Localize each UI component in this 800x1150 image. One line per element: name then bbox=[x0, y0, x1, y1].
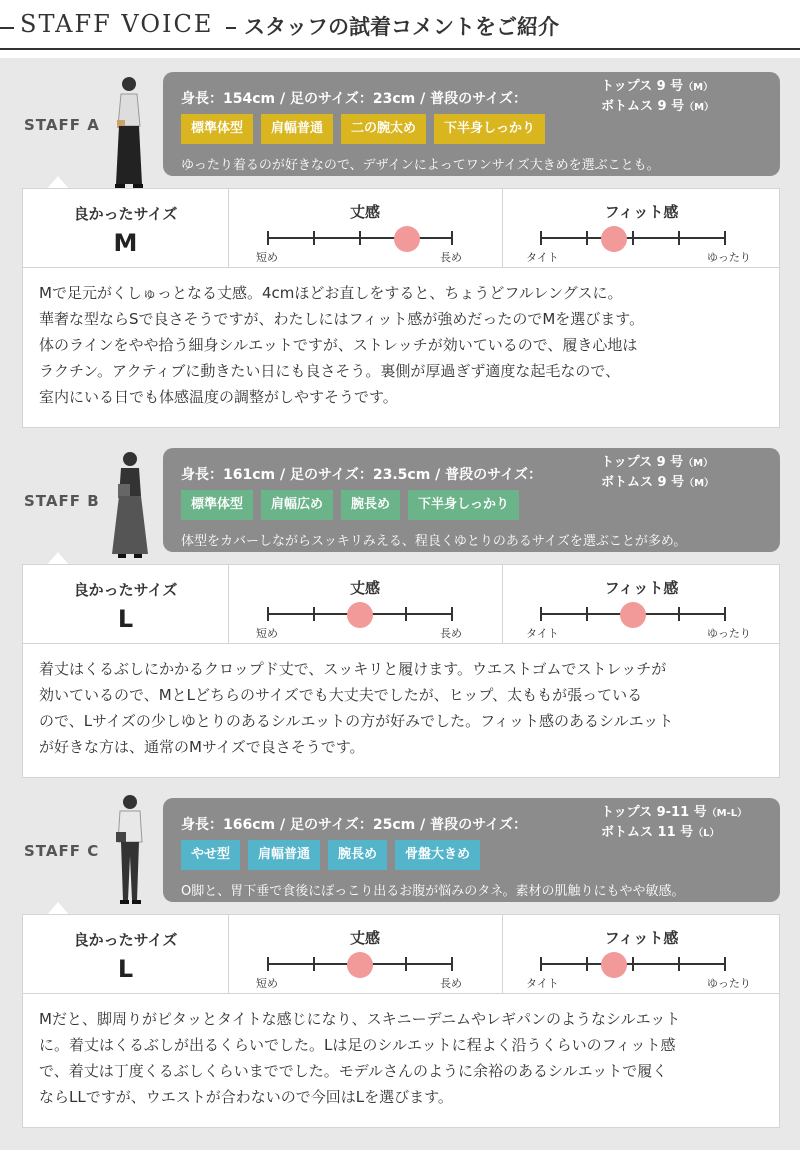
staff-a-label: STAFF A bbox=[24, 116, 100, 134]
scale-tick bbox=[267, 231, 269, 245]
scale-long-label: 長め bbox=[440, 977, 462, 990]
comment-line: 体のラインをやや拾う細身シルエットですが、ストレッチが効いているので、履き心地は bbox=[39, 336, 638, 354]
staff-a-profile bbox=[163, 72, 780, 176]
body-tag: 二の腕太め bbox=[341, 114, 426, 144]
scale-tick bbox=[540, 957, 542, 971]
length-title: 丈感 bbox=[349, 579, 380, 597]
staff-c-comment bbox=[22, 994, 780, 1128]
staff-c-tops-size: トップス 9-11 号 bbox=[601, 805, 707, 820]
body-tag: 腕長め bbox=[328, 840, 387, 870]
scale-long-label: 長め bbox=[440, 627, 462, 640]
scale-tick bbox=[267, 957, 269, 971]
comment-line: ので、Lサイズの少しゆとりのあるシルエットの方が好みでした。フィット感のあるシルエット bbox=[39, 712, 674, 730]
staff-a-usual-sizes bbox=[601, 77, 714, 117]
scale-marker bbox=[601, 226, 627, 252]
scale-tick bbox=[632, 957, 634, 971]
staff-b-bottoms-unit: （M） bbox=[684, 478, 715, 489]
body-tag: 標準体型 bbox=[181, 490, 253, 520]
comment-line: 効いているので、MとLどちらのサイズでも大丈夫でしたが、ヒップ、太ももが張っている bbox=[39, 686, 643, 704]
staff-b-usual-sizes bbox=[601, 453, 714, 493]
scale-marker bbox=[347, 602, 373, 628]
staff-b-label: STAFF B bbox=[24, 492, 100, 510]
body-tag: 肩幅普通 bbox=[248, 840, 320, 870]
scale-tick bbox=[267, 607, 269, 621]
staff-b-body-tags bbox=[181, 490, 519, 520]
staff-c-best-size: L bbox=[117, 955, 134, 983]
staff-c-bottoms-size: ボトムス 11 号 bbox=[601, 825, 694, 840]
staff-a-bottoms-size: ボトムス 9 号 bbox=[601, 99, 685, 114]
staff-a-bottoms-unit: （M） bbox=[684, 102, 715, 113]
staff-b-block bbox=[0, 448, 800, 808]
staff-a-block bbox=[0, 72, 800, 432]
staff-a-fit-scale bbox=[540, 229, 726, 249]
comment-line: に。着丈はくるぶしが出るくらいでした。Lは足のシルエットに程よく沿うくらいのフィット感 bbox=[39, 1036, 676, 1054]
scale-tick bbox=[359, 231, 361, 245]
staff-b-length-scale bbox=[267, 605, 453, 625]
staff-c-bottoms-unit: （L） bbox=[693, 828, 720, 839]
body-tag: 下半身しっかり bbox=[434, 114, 545, 144]
staff-c-label: STAFF C bbox=[24, 842, 100, 860]
comment-line: ラクチン。アクティブに動きたい日にも良さそう。裏側が厚過ぎず適度な起毛なので、 bbox=[39, 362, 621, 380]
scale-tight-label: タイト bbox=[526, 251, 559, 264]
page-header bbox=[0, 0, 800, 50]
staff-a-tops-unit: （M） bbox=[683, 82, 714, 93]
staff-b-fit-scale bbox=[540, 605, 726, 625]
scale-tick bbox=[632, 231, 634, 245]
header-rule bbox=[0, 48, 800, 50]
scale-tick bbox=[313, 957, 315, 971]
scale-marker bbox=[394, 226, 420, 252]
body-tag: 肩幅普通 bbox=[261, 114, 333, 144]
scale-tick bbox=[586, 957, 588, 971]
comment-line: が好きな方は、通常のMサイズで良さそうです。 bbox=[39, 738, 365, 756]
staff-c-measurements: 身長：166cm / 足のサイズ：25cm / 普段のサイズ： bbox=[181, 817, 527, 833]
scale-loose-label: ゆったり bbox=[707, 251, 751, 264]
scale-loose-label: ゆったり bbox=[707, 627, 751, 640]
length-title: 丈感 bbox=[349, 929, 380, 947]
scale-tick bbox=[540, 607, 542, 621]
fit-title: フィット感 bbox=[604, 203, 679, 221]
scale-tick bbox=[313, 607, 315, 621]
staff-a-note: ゆったり着るのが好きなので、デザインによってワンサイズ大きめを選ぶことも。 bbox=[181, 158, 660, 173]
body-tag: 標準体型 bbox=[181, 114, 253, 144]
scale-tick bbox=[678, 607, 680, 621]
staff-c-note: O脚と、胃下垂で食後にぽっこり出るお腹が悩みのタネ。素材の肌触りにもやや敏感。 bbox=[181, 884, 685, 899]
staff-c-length-scale bbox=[267, 955, 453, 975]
scale-short-label: 短め bbox=[256, 977, 278, 990]
scale-short-label: 短め bbox=[256, 627, 278, 640]
comment-line: Mで足元がくしゅっとなる丈感。4cmほどお直しをすると、ちょうどフルレングスに。 bbox=[39, 284, 623, 302]
scale-tick bbox=[678, 231, 680, 245]
scale-marker bbox=[601, 952, 627, 978]
staff-a-measurements: 身長：154cm / 足のサイズ：23cm / 普段のサイズ： bbox=[181, 91, 527, 107]
staff-a-figure-icon bbox=[106, 74, 156, 194]
scale-tight-label: タイト bbox=[526, 977, 559, 990]
staff-b-tops-size: トップス 9 号 bbox=[601, 455, 684, 470]
header-dash bbox=[226, 27, 236, 29]
scale-tick bbox=[724, 231, 726, 245]
staff-c-rating bbox=[22, 914, 780, 994]
staff-b-profile bbox=[163, 448, 780, 552]
scale-tick bbox=[405, 607, 407, 621]
scale-tick bbox=[540, 231, 542, 245]
comment-line: ならLLですが、ウエストが合わないので今回はLを選びます。 bbox=[39, 1088, 453, 1106]
scale-short-label: 短め bbox=[256, 251, 278, 264]
staff-c-usual-sizes bbox=[601, 803, 747, 843]
scale-tick bbox=[724, 957, 726, 971]
staff-b-figure-icon bbox=[106, 450, 156, 570]
staff-b-comment bbox=[22, 644, 780, 778]
staff-a-length-scale bbox=[267, 229, 453, 249]
staff-a-tops-size: トップス 9 号 bbox=[601, 79, 684, 94]
staff-b-note: 体型をカバーしながらスッキリみえる、程良くゆとりのあるサイズを選ぶことが多め。 bbox=[181, 534, 687, 549]
scale-tick bbox=[678, 957, 680, 971]
comment-line: 着丈はくるぶしにかかるクロップド丈で、スッキリと履けます。ウエストゴムでストレッチが bbox=[39, 660, 667, 678]
scale-loose-label: ゆったり bbox=[707, 977, 751, 990]
scale-marker bbox=[347, 952, 373, 978]
scale-tick bbox=[313, 231, 315, 245]
staff-c-figure-icon bbox=[106, 792, 156, 912]
staff-c-fit-scale bbox=[540, 955, 726, 975]
scale-tick bbox=[451, 231, 453, 245]
scale-tick bbox=[724, 607, 726, 621]
comment-line: で、着丈は丁度くるぶしくらいまででした。モデルさんのように余裕のあるシルエットで履く bbox=[39, 1062, 668, 1080]
body-tag: 腕長め bbox=[341, 490, 400, 520]
staff-b-bottoms-size: ボトムス 9 号 bbox=[601, 475, 685, 490]
staff-c-profile bbox=[163, 798, 780, 902]
header-rule-left bbox=[0, 27, 14, 29]
scale-tick bbox=[451, 957, 453, 971]
best-size-label: 良かったサイズ bbox=[73, 205, 178, 223]
staff-b-rating bbox=[22, 564, 780, 644]
body-tag: 肩幅広め bbox=[261, 490, 333, 520]
staff-c-block bbox=[0, 798, 800, 1138]
staff-a-best-size: M bbox=[113, 229, 138, 257]
scale-tick bbox=[586, 231, 588, 245]
page-title-en: STAFF VOICE bbox=[20, 10, 214, 38]
fit-title: フィット感 bbox=[604, 579, 679, 597]
scale-long-label: 長め bbox=[440, 251, 462, 264]
scale-marker bbox=[620, 602, 646, 628]
scale-tick bbox=[405, 957, 407, 971]
best-size-label: 良かったサイズ bbox=[73, 581, 178, 599]
scale-tick bbox=[586, 607, 588, 621]
comment-line: Mだと、脚周りがピタッとタイトな感じになり、スキニーデニムやレギパンのようなシルエット bbox=[39, 1010, 681, 1028]
body-tag: 下半身しっかり bbox=[408, 490, 519, 520]
length-title: 丈感 bbox=[349, 203, 380, 221]
body-tag: やせ型 bbox=[181, 840, 240, 870]
fit-title: フィット感 bbox=[604, 929, 679, 947]
staff-b-measurements: 身長：161cm / 足のサイズ：23.5cm / 普段のサイズ： bbox=[181, 467, 543, 483]
staff-c-body-tags bbox=[181, 840, 480, 870]
staff-c-tops-unit: （M-L） bbox=[706, 808, 748, 819]
page-title-jp: スタッフの試着コメントをご紹介 bbox=[244, 15, 559, 39]
staff-b-best-size: L bbox=[117, 605, 134, 633]
scale-tick bbox=[451, 607, 453, 621]
staff-a-comment bbox=[22, 268, 780, 428]
comment-line: 室内にいる日でも体感温度の調整がしやすそうです。 bbox=[39, 388, 398, 406]
body-tag: 骨盤大きめ bbox=[395, 840, 480, 870]
comment-line: 華奢な型ならSで良さそうですが、わたしにはフィット感が強めだったのでMを選びます。 bbox=[39, 310, 645, 328]
best-size-label: 良かったサイズ bbox=[73, 931, 178, 949]
staff-a-rating bbox=[22, 188, 780, 268]
staff-b-tops-unit: （M） bbox=[683, 458, 714, 469]
scale-tight-label: タイト bbox=[526, 627, 559, 640]
staff-a-body-tags bbox=[181, 114, 545, 144]
